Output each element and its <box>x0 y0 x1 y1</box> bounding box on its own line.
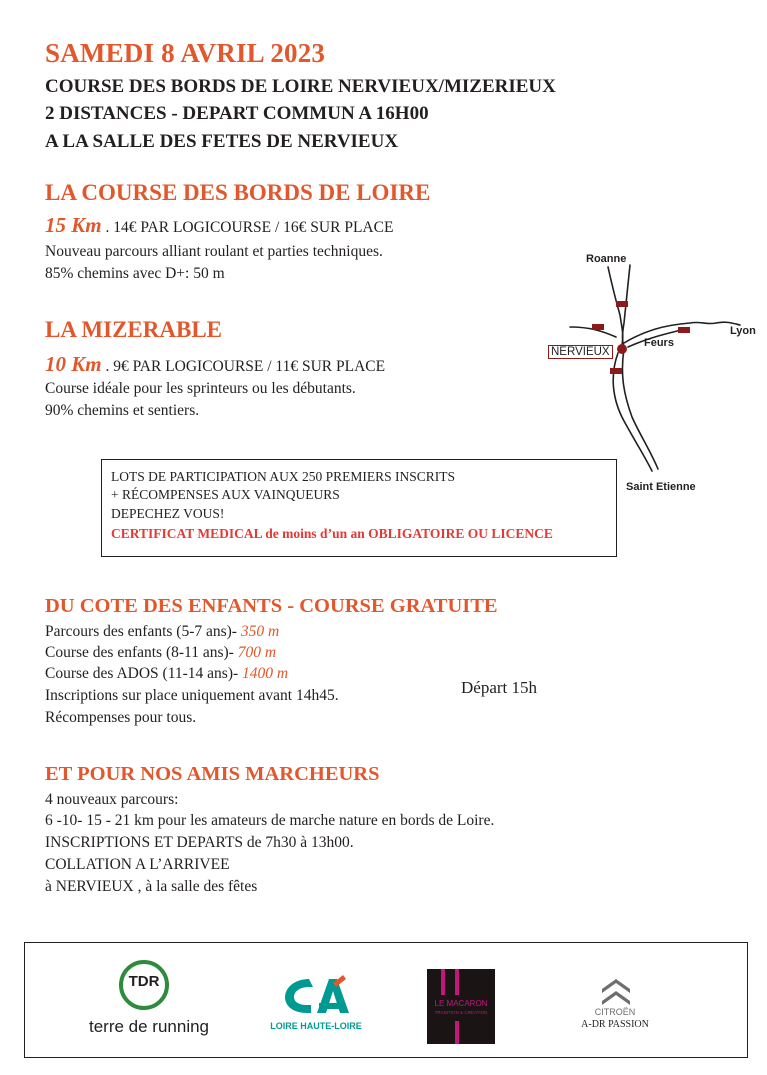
walkers-title: ET POUR NOS AMIS MARCHEURS <box>45 763 380 785</box>
map-label-feurs: Feurs <box>644 337 674 349</box>
map-label-roanne: Roanne <box>586 253 627 265</box>
info-line-4: CERTIFICAT MEDICAL de moins d’un an OBLIGATOIRE OU LICENCE <box>111 526 553 541</box>
walkers-line-4: COLLATION A L’ARRIVEE <box>45 856 230 873</box>
road-sign-4 <box>610 368 622 374</box>
event-date: SAMEDI 8 AVRIL 2023 <box>45 38 326 68</box>
sponsor-credit-agricole[interactable] <box>261 973 371 1043</box>
road-sign-1 <box>616 301 628 307</box>
kids-title: DU COTE DES ENFANTS - COURSE GRATUITE <box>45 595 498 617</box>
walkers-line-2: 6 -10- 15 - 21 km pour les amateurs de marche nature en bords de Loire. <box>45 812 495 829</box>
race2-distance-row <box>45 352 385 377</box>
kids-row-3 <box>45 665 288 683</box>
race1-title: LA COURSE DES BORDS DE LOIRE <box>45 180 431 205</box>
info-box <box>101 459 617 557</box>
kids-line-5: Récompenses pour tous. <box>45 709 197 726</box>
info-line-2: + RÉCOMPENSES AUX VAINQUEURS <box>111 487 340 502</box>
header-line-1: COURSE DES BORDS DE LOIRE NERVIEUX/MIZERIEUX <box>45 76 556 97</box>
tdr-logo-text: TDR <box>128 973 160 990</box>
walkers-line-5: à NERVIEUX , à la salle des fêtes <box>45 878 258 895</box>
tdr-name: terre de running <box>88 1017 210 1036</box>
sponsor-terre-de-running[interactable] <box>69 959 229 1049</box>
ca-name: LOIRE HAUTE-LOIRE <box>270 1021 362 1031</box>
walkers-line-3: INSCRIPTIONS ET DEPARTS de 7h30 à 13h00. <box>45 834 354 851</box>
kids-row-3-label: Course des ADOS (11-14 ans)- <box>45 665 243 682</box>
kids-depart: Départ 15h <box>461 678 538 697</box>
map-label-lyon: Lyon <box>730 325 756 337</box>
race1-price: . 14€ PAR LOGICOURSE / 16€ SUR PLACE <box>101 219 394 236</box>
race2-desc-1: Course idéale pour les sprinteurs ou les débutants. <box>45 380 356 397</box>
kids-row-2 <box>45 644 276 662</box>
macaron-sub: TRADITION & CREATION <box>434 1010 488 1015</box>
kids-row-1-label: Parcours des enfants (5-7 ans)- <box>45 623 241 640</box>
kids-row-2-label: Course des enfants (8-11 ans)- <box>45 644 238 661</box>
road-sign-3 <box>678 327 690 333</box>
ca-logo-icon <box>279 973 351 1019</box>
citroen-dealer: A-DR PASSION <box>581 1019 649 1030</box>
race1-desc-2: 85% chemins avec D+: 50 m <box>45 265 225 282</box>
sponsor-citroen[interactable] <box>565 975 665 1040</box>
macaron-stripe-1 <box>441 969 445 995</box>
kids-row-1 <box>45 623 279 641</box>
race2-distance: 10 Km <box>45 352 102 376</box>
info-line-3: DEPECHEZ VOUS! <box>111 506 225 521</box>
race1-distance-row <box>45 213 393 238</box>
header-line-3: A LA SALLE DES FETES DE NERVIEUX <box>45 131 399 152</box>
map-label-saint-etienne: Saint Etienne <box>626 481 696 493</box>
race2-price: . 9€ PAR LOGICOURSE / 11€ SUR PLACE <box>101 358 386 375</box>
walkers-line-1: 4 nouveaux parcours: <box>45 791 179 808</box>
race2-title: LA MIZERABLE <box>45 317 223 342</box>
macaron-name: LE MACARON <box>434 999 488 1008</box>
sponsors-footer <box>24 942 748 1058</box>
macaron-stripe-3 <box>455 1021 459 1044</box>
road-sign-2 <box>592 324 604 330</box>
kids-line-4: Inscriptions sur place uniquement avant 14h45. <box>45 687 339 704</box>
info-line-1: LOTS DE PARTICIPATION AUX 250 PREMIERS INSCRITS <box>111 469 455 484</box>
race1-desc-1: Nouveau parcours alliant roulant et parties techniques. <box>45 243 383 260</box>
map-label-nervieux: NERVIEUX <box>548 345 613 359</box>
sponsor-le-macaron[interactable] <box>427 969 495 1044</box>
kids-row-1-dist: 350 m <box>240 623 280 640</box>
citroen-brand: CITROËN <box>594 1007 636 1017</box>
race2-desc-2: 90% chemins et sentiers. <box>45 402 200 419</box>
kids-row-2-dist: 700 m <box>237 644 277 661</box>
citroen-chevrons-icon <box>598 975 634 1005</box>
nervieux-marker <box>617 344 627 354</box>
kids-row-3-dist: 1400 m <box>242 665 289 682</box>
header-line-2: 2 DISTANCES - DEPART COMMUN A 16H00 <box>45 103 429 124</box>
macaron-stripe-2 <box>455 969 459 995</box>
race1-distance: 15 Km <box>45 213 102 237</box>
